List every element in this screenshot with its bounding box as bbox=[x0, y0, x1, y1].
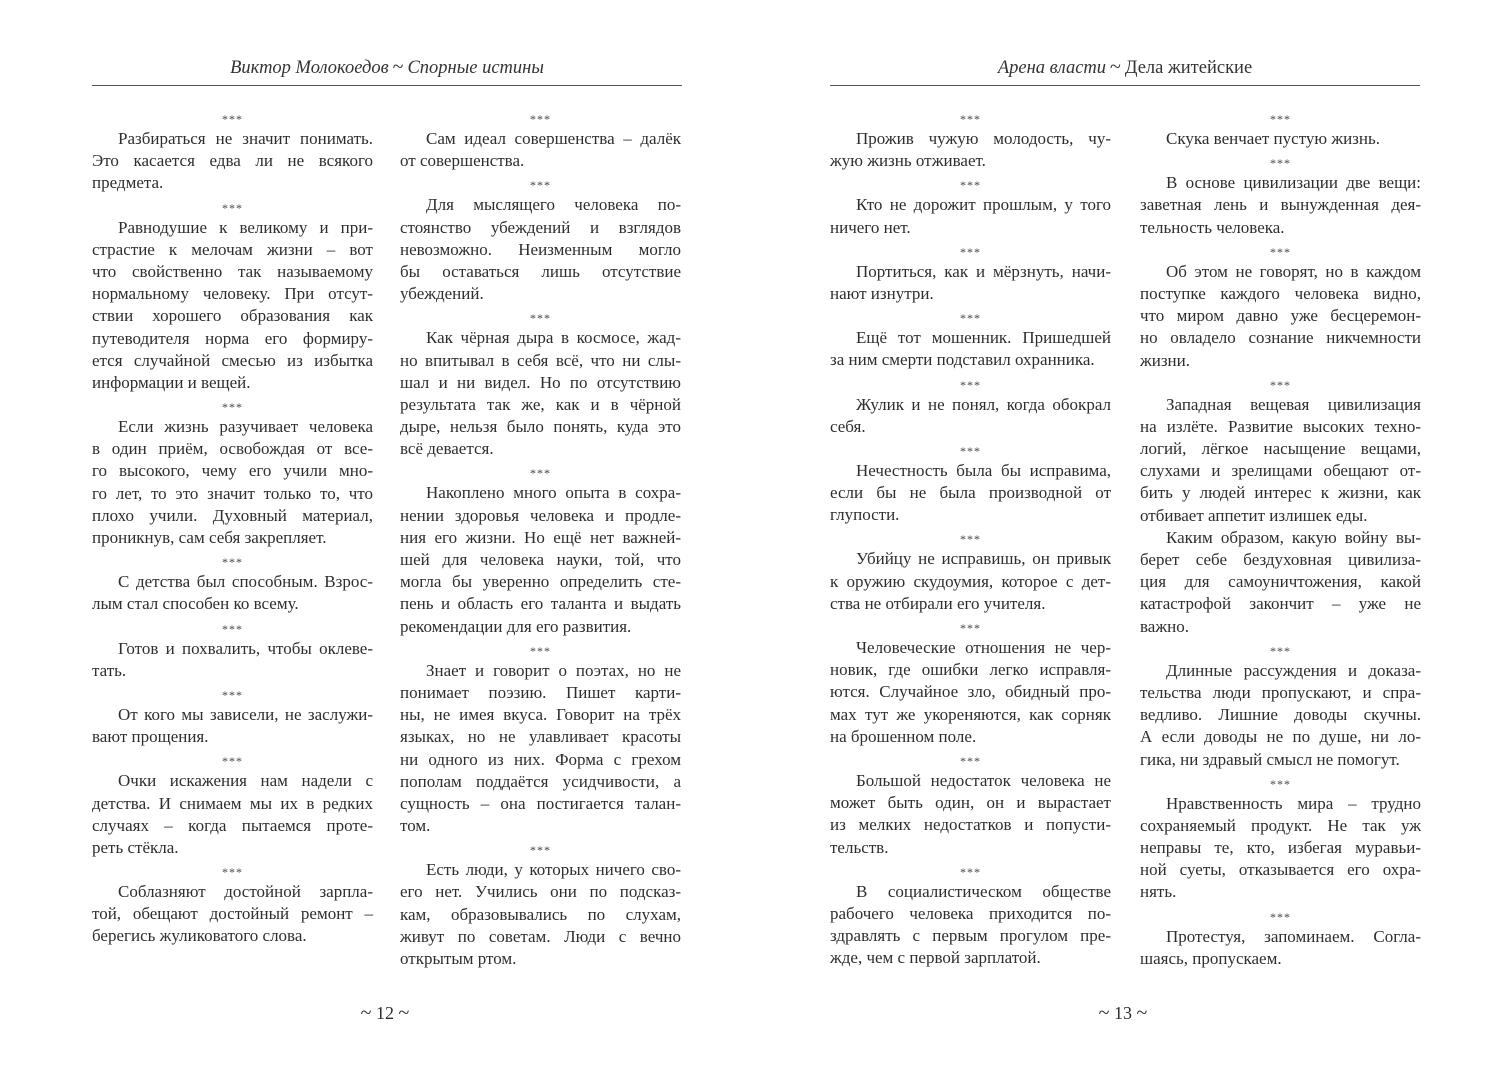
asterism-separator: *** bbox=[1270, 244, 1291, 259]
aphorism bbox=[92, 549, 373, 615]
text-line: Есть люди, у которых ничего сво- bbox=[426, 860, 681, 880]
text-line: Это касается едва ли не всякого bbox=[92, 151, 373, 171]
aphorism bbox=[400, 172, 681, 305]
right-page bbox=[752, 0, 1504, 1080]
text-line: в один приём, освобождая от все- bbox=[92, 439, 373, 459]
aphorism bbox=[92, 195, 373, 395]
text-line: Западная вещевая цивилизация bbox=[1166, 394, 1421, 414]
text-line: Очки искажения нам надели с bbox=[118, 771, 373, 791]
text-line: нают изнутри. bbox=[830, 283, 934, 303]
aphorism bbox=[1140, 372, 1421, 527]
text-line: Знает и говорит о поэтах, но не bbox=[426, 660, 681, 680]
text-line: себя. bbox=[830, 416, 866, 436]
text-line: ны, не имея вкуса. Говорит на трёх bbox=[400, 705, 681, 725]
text-line: С детства был способным. Взрос- bbox=[118, 572, 373, 592]
text-line: но впитывал в себя всё, что ни слы- bbox=[400, 350, 681, 370]
page-number-left bbox=[325, 1002, 445, 1025]
text-line: на излёте. Развитие высоких техно- bbox=[1140, 416, 1421, 436]
text-line: важно. bbox=[1140, 616, 1189, 636]
asterism-separator: *** bbox=[530, 643, 551, 658]
text-line: информации и вещей. bbox=[92, 372, 251, 392]
text-line: Большой недостаток человека не bbox=[856, 770, 1111, 790]
asterism-separator: *** bbox=[530, 843, 551, 858]
aphorism bbox=[92, 859, 373, 948]
asterism-separator: *** bbox=[222, 754, 243, 769]
text-line: на брошенном поле. bbox=[830, 726, 977, 746]
asterism-separator: *** bbox=[222, 621, 243, 636]
asterism-separator: *** bbox=[1270, 643, 1291, 658]
aphorism bbox=[1140, 106, 1421, 150]
text-line: пополам поддаётся усидчивости, а bbox=[400, 771, 681, 791]
text-line: могла бы уверенно определить сте- bbox=[400, 572, 681, 592]
text-line: сущность – она постигается талан- bbox=[400, 793, 681, 813]
text-line: ства не отбирали его учителя. bbox=[830, 593, 1046, 613]
text-line: Убийцу не исправишь, он привык bbox=[856, 549, 1111, 569]
text-line: ведливо. Лишние доводы скучны. bbox=[1140, 705, 1421, 725]
text-line: Как чёрная дыра в космосе, жад- bbox=[426, 328, 681, 348]
text-line: Разбираться не значит понимать. bbox=[118, 129, 373, 148]
aphorism bbox=[400, 638, 681, 838]
text-line: рабочего человека приходится по- bbox=[830, 903, 1111, 923]
text-line: неправы те, кто, избегая муравьи- bbox=[1140, 838, 1421, 858]
asterism-separator: *** bbox=[960, 864, 981, 879]
text-line: шал и ни видел. Но по отсутствию bbox=[400, 372, 681, 392]
text-line: плохо учили. Духовный материал, bbox=[92, 505, 373, 525]
text-line: Жулик и не понял, когда обокрал bbox=[856, 394, 1111, 414]
text-line: сохраняемый продукт. Не так уж bbox=[1140, 815, 1421, 835]
text-line: жде, чем с первой зарплатой. bbox=[830, 948, 1041, 968]
aphorism bbox=[830, 172, 1111, 238]
text-line: что миром давно уже бесцеремон- bbox=[1140, 306, 1421, 326]
text-line: берегись жуликоватого слова. bbox=[92, 926, 307, 946]
text-line: жую жизнь отживает. bbox=[830, 151, 986, 171]
asterism-separator: *** bbox=[1270, 112, 1291, 126]
aphorism bbox=[830, 239, 1111, 305]
text-line: пень и область его таланта и выдать bbox=[400, 594, 681, 614]
text-line: Человеческие отношения не чер- bbox=[856, 638, 1111, 657]
text-line: Соблазняют достойной зарпла- bbox=[118, 882, 373, 902]
text-line: детства. И снимаем мы их в редких bbox=[92, 793, 373, 813]
text-line: Для мыслящего человека по- bbox=[426, 195, 681, 215]
asterism-separator: *** bbox=[960, 377, 981, 392]
aphorism bbox=[830, 372, 1111, 438]
asterism-separator: *** bbox=[960, 753, 981, 768]
asterism-separator: *** bbox=[960, 112, 981, 126]
aphorism bbox=[92, 682, 373, 748]
asterism-separator: *** bbox=[222, 687, 243, 702]
asterism-separator: *** bbox=[530, 466, 551, 481]
aphorism bbox=[830, 859, 1111, 970]
aphorism bbox=[92, 394, 373, 549]
asterism-separator: *** bbox=[222, 555, 243, 570]
aphorism bbox=[1140, 239, 1421, 372]
text-line: ствии хорошего образования как bbox=[92, 306, 373, 326]
text-line: невозможно. Неизменным могло bbox=[400, 239, 681, 259]
header-section: Арена власти bbox=[997, 58, 1107, 78]
text-line: ются. Случайное зло, обидный про- bbox=[830, 682, 1111, 702]
text-line: В основе цивилизации две вещи: bbox=[1166, 173, 1421, 193]
text-line: го лет, то это значит только то, что bbox=[92, 483, 373, 503]
text-line: кам, образовывались по слухам, bbox=[400, 904, 681, 924]
text-line: логий, лёгкое насыщение вещами, bbox=[1140, 439, 1421, 459]
text-line: что свойственно так называемому bbox=[92, 261, 373, 281]
text-line: тельства люди пропускают, и спра- bbox=[1140, 682, 1421, 702]
aphorism bbox=[400, 837, 681, 970]
text-column bbox=[400, 106, 681, 970]
text-line: проникнув, сам себя закрепляет. bbox=[92, 528, 327, 547]
text-line: ни одного из них. Форма с грехом bbox=[400, 749, 681, 769]
aphorism bbox=[830, 305, 1111, 371]
running-header-right bbox=[830, 56, 1420, 79]
text-line: Об этом не говорят, но в каждом bbox=[1166, 261, 1421, 281]
text-line: ния его жизни. Но ещё нет важней- bbox=[400, 527, 681, 547]
text-line: но овладело сознание никчемности bbox=[1140, 328, 1421, 348]
swash-ornament-icon: ~ bbox=[1098, 1002, 1110, 1024]
text-line: ется случайной смесью из избытка bbox=[92, 350, 373, 370]
text-line: убеждений. bbox=[400, 284, 484, 304]
header-author: Виктор Молокоедов bbox=[230, 58, 389, 78]
text-line: здравлять с первым прогулом пре- bbox=[830, 926, 1111, 946]
asterism-separator: *** bbox=[222, 865, 243, 880]
text-line: тельность человека. bbox=[1140, 217, 1285, 237]
asterism-separator: *** bbox=[530, 311, 551, 326]
text-line: если бы не была производной от bbox=[830, 483, 1111, 503]
text-line: случаях – когда пытаемся проте- bbox=[92, 815, 373, 835]
text-line: Длинные рассуждения и доказа- bbox=[1166, 660, 1421, 680]
text-line: берет себе бездуховная цивилиза- bbox=[1140, 550, 1421, 569]
text-line: открытым ртом. bbox=[400, 949, 517, 968]
text-line: предмета. bbox=[92, 173, 164, 193]
text-line: может быть один, он и вырастает bbox=[830, 793, 1111, 813]
text-line: стоянство убеждений и взглядов bbox=[400, 217, 681, 237]
aphorism bbox=[1140, 904, 1421, 970]
asterism-separator: *** bbox=[530, 178, 551, 193]
swash-ornament-icon: ~ bbox=[360, 1002, 372, 1024]
text-line: Нравственность мира – трудно bbox=[1166, 793, 1421, 813]
aphorism bbox=[830, 438, 1111, 527]
text-line: Прожив чужую молодость, чу- bbox=[856, 129, 1111, 148]
text-line: Ещё тот мошенник. Пришедшей bbox=[856, 328, 1111, 348]
text-column bbox=[92, 106, 373, 948]
aphorism bbox=[1140, 527, 1421, 638]
aphorism bbox=[92, 106, 373, 195]
text-column bbox=[1140, 106, 1421, 970]
asterism-separator: *** bbox=[222, 112, 243, 126]
text-line: гика, ни здравый смысл не помогут. bbox=[1140, 749, 1400, 769]
asterism-separator: *** bbox=[960, 532, 981, 547]
asterism-separator: *** bbox=[222, 200, 243, 215]
text-line: из мелких недостатков и попусти- bbox=[830, 815, 1111, 835]
header-rule bbox=[830, 85, 1420, 86]
running-header-left bbox=[92, 56, 682, 79]
text-line: Готов и похвалить, чтобы оклеве- bbox=[118, 638, 373, 658]
swash-ornament-icon: ~ bbox=[1136, 1002, 1148, 1024]
text-line: языках, но не улавливает красоты bbox=[400, 727, 681, 747]
text-line: нормальному человеку. При отсут- bbox=[92, 284, 373, 304]
text-line: шей для человека науки, той, что bbox=[400, 550, 681, 569]
asterism-separator: *** bbox=[1270, 156, 1291, 171]
text-line: Нечестность была бы исправима, bbox=[856, 460, 1111, 480]
text-line: ничего нет. bbox=[830, 217, 911, 237]
text-line: От кого мы зависели, не заслужи- bbox=[118, 704, 373, 724]
aphorism bbox=[1140, 771, 1421, 904]
text-line: бить у людей интерес к жизни, как bbox=[1140, 483, 1421, 503]
text-line: катастрофой закончит – уже не bbox=[1140, 594, 1421, 614]
text-line: от совершенства. bbox=[400, 151, 525, 171]
aphorism bbox=[830, 615, 1111, 748]
asterism-separator: *** bbox=[960, 443, 981, 458]
header-chapter: Дела житейские bbox=[1124, 58, 1253, 78]
text-line: глупости. bbox=[830, 505, 900, 525]
text-line: мах тут же укореняются, как сорняк bbox=[830, 704, 1111, 724]
text-line: страстие к мелочам жизни – вот bbox=[92, 239, 373, 259]
asterism-separator: *** bbox=[1270, 909, 1291, 924]
text-line: за ним смерти подставил охранника. bbox=[830, 350, 1095, 370]
aphorism bbox=[830, 106, 1111, 172]
text-line: го высокого, чему его учили мно- bbox=[92, 461, 373, 481]
text-line: Скука венчает пустую жизнь. bbox=[1166, 129, 1381, 148]
aphorism bbox=[1140, 638, 1421, 771]
text-line: рекомендации для его развития. bbox=[400, 616, 632, 636]
asterism-separator: *** bbox=[960, 178, 981, 193]
asterism-separator: *** bbox=[960, 311, 981, 326]
header-rule bbox=[92, 85, 682, 86]
text-line: той, обещают достойный ремонт – bbox=[92, 904, 373, 924]
text-line: живут по советам. Люди с вечно bbox=[400, 926, 681, 946]
aphorism bbox=[1140, 150, 1421, 239]
text-line: нении здоровья человека и продле- bbox=[400, 505, 681, 525]
aphorism bbox=[830, 748, 1111, 859]
text-line: Если жизнь разучивает человека bbox=[118, 417, 373, 437]
text-line: его нет. Учились они по подсказ- bbox=[400, 882, 681, 902]
asterism-separator: *** bbox=[530, 112, 551, 126]
text-line: Накоплено много опыта в сохра- bbox=[426, 483, 681, 503]
text-line: всё девается. bbox=[400, 439, 494, 459]
page-number-right bbox=[1063, 1002, 1183, 1025]
asterism-separator: *** bbox=[1270, 776, 1291, 791]
text-line: результата так же, как и в чёрной bbox=[400, 394, 681, 414]
text-column bbox=[830, 106, 1111, 969]
text-line: А если доводы не по душе, ни ло- bbox=[1140, 727, 1421, 747]
text-line: слухами и зрелищами обещают от- bbox=[1140, 461, 1421, 481]
swash-ornament-icon: ~ bbox=[392, 56, 404, 78]
text-line: дыре, нельзя было понять, куда это bbox=[400, 417, 681, 437]
text-line: тать. bbox=[92, 660, 127, 680]
asterism-separator: *** bbox=[222, 400, 243, 415]
text-line: отбивает аппетит излишек еды. bbox=[1140, 505, 1368, 525]
text-line: Равнодушие к великому и при- bbox=[118, 217, 373, 237]
aphorism bbox=[400, 305, 681, 460]
text-line: вают прощения. bbox=[92, 727, 209, 747]
text-line: нять. bbox=[1140, 882, 1177, 902]
aphorism bbox=[92, 616, 373, 682]
text-line: новик, где ошибки легко исправля- bbox=[830, 660, 1111, 680]
asterism-separator: *** bbox=[1270, 377, 1291, 392]
text-line: реть стёкла. bbox=[92, 837, 179, 857]
aphorism bbox=[830, 526, 1111, 615]
text-line: Сам идеал совершенства – далёк bbox=[426, 129, 681, 148]
asterism-separator: *** bbox=[960, 621, 981, 635]
text-line: шаясь, пропускаем. bbox=[1140, 948, 1282, 968]
text-line: поступке каждого человека видно, bbox=[1140, 283, 1421, 303]
text-line: к оружию скудоумия, которое с дет- bbox=[830, 571, 1111, 591]
asterism-separator: *** bbox=[960, 244, 981, 259]
text-line: В социалистическом обществе bbox=[856, 881, 1111, 901]
text-line: жизни. bbox=[1140, 350, 1191, 370]
text-line: тельств. bbox=[830, 837, 889, 857]
text-line: Кто не дорожит прошлым, у того bbox=[856, 195, 1111, 215]
header-book-title: Спорные истины bbox=[407, 58, 544, 78]
text-line: ной суеты, отказывается его охра- bbox=[1140, 860, 1421, 880]
page-number: 13 bbox=[1114, 1003, 1132, 1023]
swash-ornament-icon: ~ bbox=[398, 1002, 410, 1024]
page-number: 12 bbox=[376, 1003, 394, 1023]
text-line: лым стал способен ко всему. bbox=[92, 594, 299, 614]
aphorism bbox=[400, 460, 681, 637]
swash-ornament-icon: ~ bbox=[1110, 56, 1121, 78]
text-line: понимает поэзию. Пишет карти- bbox=[400, 682, 681, 702]
text-line: том. bbox=[400, 816, 431, 836]
aphorism bbox=[92, 748, 373, 859]
text-line: заветная лень и вынужденная дея- bbox=[1140, 195, 1421, 215]
aphorism bbox=[400, 106, 681, 172]
text-line: Портиться, как и мёрзнуть, начи- bbox=[856, 261, 1111, 281]
text-line: путеводителя норма его формиру- bbox=[92, 328, 373, 348]
text-line: бы оставаться лишь отсутствие bbox=[400, 261, 681, 281]
text-line: ция для самоуничтожения, какой bbox=[1140, 572, 1421, 592]
text-line: Протестуя, запоминаем. Согла- bbox=[1166, 926, 1421, 946]
text-line: Каким образом, какую войну вы- bbox=[1166, 527, 1421, 547]
